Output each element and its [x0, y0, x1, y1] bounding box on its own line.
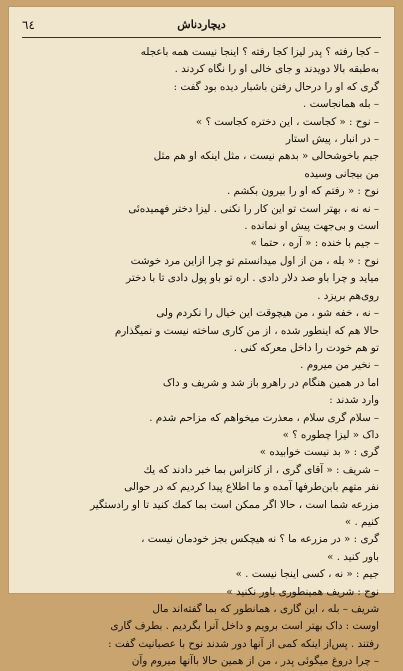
text-line: مزرعه شما است ، حالا اگر ممکن است بما کمك کنید تا او رادستگیر [90, 498, 379, 511]
page-number: ٦٤ [22, 18, 35, 32]
text-line: نفر متهم بابن‌طرفها آمده و ما اطلاع پیدا کردیم که در حوالی [124, 481, 379, 494]
text-line: – سلام گری سلام ، معذرت میخواهم که مزاحم شدم . [149, 411, 379, 424]
text-line: به‌طبقه بالا دویدند و جای خالی او را نگاه کردند . [174, 63, 379, 76]
text-line: تو هم خودت را داخل معرکه کنی . [233, 341, 379, 354]
text-line: – جیم با خنده : « آره ، حتما » [250, 237, 379, 250]
book-page [8, 6, 395, 668]
text-line: رفتند . پس‌از اینکه کمی از آنها دور شدند نوح با عصبانیت گفت : [108, 637, 379, 650]
text-line: جیم باخوشحالی « بدهم نیست ، مثل اینکه او هم مثل [153, 150, 379, 163]
text-line: نوح : « رفتم که او را بیرون بکشم . [226, 185, 379, 198]
text-line: روی‌هم بریزد . [317, 289, 379, 302]
text-line: – شریف : « آقای گری ، از کانزاس بما خبر دادند که یك [143, 463, 379, 476]
text-line: – چرا دروغ میگوئی پدر ، من از همین حالا باآنها میروم وآن [131, 655, 379, 668]
text-line: اما در همین هنگام در راهرو باز شد و شریف و داک [162, 376, 379, 389]
text-line: گری : « بد نیست خوابیده » [259, 446, 379, 459]
text-line: اوست : داک بهتر است برویم و داخل آنرا بگردیم . بطرف گاری [110, 620, 379, 633]
text-line: – در انبار ، پیش استار [285, 133, 379, 146]
text-line: کنیم . » [344, 515, 379, 528]
page-header [22, 18, 381, 36]
text-line: – نه ، خفه شو ، من هیچوقت این خیال را نکردم ولی [156, 307, 379, 320]
text-line: – نوح : « کجاست ، این دختره کجاست ؟ » [195, 115, 379, 128]
text-line: میاید و چرا باو صد دلار دادی . اره تو باو پول دادی تا با دختر [126, 272, 379, 285]
text-line: – نخیر من میروم . [300, 359, 379, 372]
text-line: شریف – بله ، این گاری ، همانطور که بما گفته‌اند مال [152, 603, 379, 615]
text-line: حالا هم که اینطور شده ، از من کاری ساخته نیست و نمیگذارم [114, 324, 379, 337]
text-line: وارد شدند : [329, 394, 379, 407]
text-line: داک « لیزا چطوره ؟ » [282, 428, 379, 441]
text-line: – نه نه ، بهتر است تو این کار را نکنی . لیزا دختر فهمیده‌ئی [128, 202, 379, 215]
text-line: – کجا رفته ؟ پدر لیزا کجا رفته ؟ اینجا نیست همه باعجله [140, 46, 379, 58]
page-body [24, 44, 379, 668]
text-line: نوح : « بله ، من از اول میدانستم تو چرا ازاین مرد خوشت [130, 254, 379, 267]
text-line: من بیجانی وسیده [304, 167, 379, 180]
text-line: – بله همانجاست . [303, 98, 379, 111]
text-line: باور کنید . » [327, 550, 379, 563]
text-line: نوح : شریف همینطوری باور نکنید » [226, 585, 379, 598]
header-rule [22, 37, 381, 38]
text-line: گری که او را درحال رفتن باشبار دیده بود گفت : [173, 80, 379, 93]
text-line: جیم : « نه ، کسی اینجا نیست . » [235, 568, 379, 581]
text-line: گری : « در مزرعه ما ؟ نه هیچکس بجز خودمان نیست ، [141, 533, 379, 546]
text-line: است و بی‌جهت پیش او نمانده . [244, 220, 379, 233]
running-title: دیچاردناش [177, 18, 226, 31]
